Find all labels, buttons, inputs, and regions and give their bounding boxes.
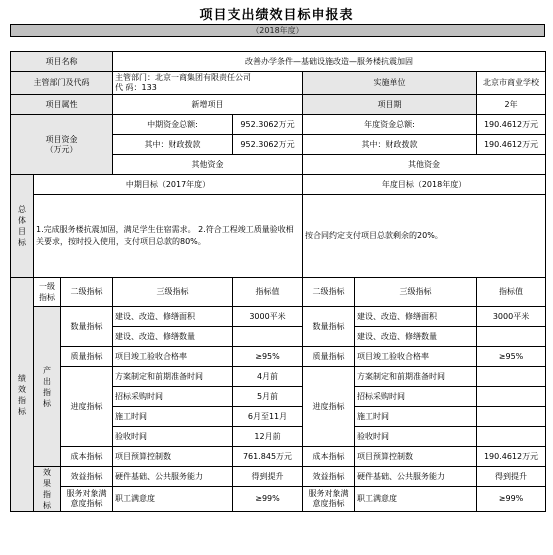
form-title: 项目支出绩效目标申报表 (199, 8, 354, 23)
year-l2-benefit: 效益指标 (303, 467, 355, 487)
year-note-bar (10, 24, 545, 37)
mid-l3: 招标采购时间 (113, 387, 233, 407)
mid-l3: 建设、改造、修缮面积 (113, 307, 233, 327)
year-fiscal-label: 其中：财政拨款 (303, 135, 477, 155)
performance-goal-table (10, 51, 546, 512)
dept-value-line2: 代 码：133 (115, 83, 157, 92)
year-l2-satisfaction: 服务对象满意度指标 (303, 487, 355, 512)
year-l2-quantity: 数量指标 (303, 307, 355, 347)
mid-fiscal-value: 952.3062万元 (233, 135, 303, 155)
mid-total-value: 952.3062万元 (233, 115, 303, 135)
col-level3-mid: 三级指标 (113, 278, 233, 307)
mid-value: 761.845万元 (233, 447, 303, 467)
year-value: 得到提升 (477, 467, 546, 487)
output-indicators-label: 产出指标 (34, 307, 61, 467)
mid-l3: 项目预算控制数 (113, 447, 233, 467)
impl-value: 北京市商业学校 (477, 72, 546, 95)
mid-value: 12月前 (233, 427, 303, 447)
mid-l2-quality: 质量指标 (61, 347, 113, 367)
project-name-label: 项目名称 (11, 52, 113, 72)
table-row (11, 367, 546, 387)
year-l3: 项目竣工验收合格率 (355, 347, 477, 367)
mid-value: 3000平米 (233, 307, 303, 327)
table-row (11, 487, 546, 512)
year-other-label: 其他资金 (303, 155, 546, 175)
perf-side-label: 绩效指标 (11, 278, 34, 512)
year-value: 3000平米 (477, 307, 546, 327)
mid-l3: 项目竣工验收合格率 (113, 347, 233, 367)
row-attr (11, 95, 546, 115)
mid-l3: 施工时间 (113, 407, 233, 427)
year-l3: 建设、改造、修缮面积 (355, 307, 477, 327)
funds-label-text: 项目资金 (45, 134, 78, 144)
year-fiscal-value: 190.4612万元 (477, 135, 546, 155)
year-value (477, 387, 546, 407)
project-name-value: 改善办学条件—基础设施改造—服务楼抗震加固 (113, 52, 546, 72)
mid-total-label: 中期资金总额: (113, 115, 233, 135)
col-level2-year: 二级指标 (303, 278, 355, 307)
mid-value: 得到提升 (233, 467, 303, 487)
row-goal-texts (11, 195, 546, 278)
period-value: 2年 (477, 95, 546, 115)
row-dept (11, 72, 546, 95)
mid-l3: 硬件基础、公共服务能力 (113, 467, 233, 487)
year-l3: 项目预算控制数 (355, 447, 477, 467)
funds-label (11, 115, 113, 175)
row-goal-headers (11, 175, 546, 195)
mid-value: 4月前 (233, 367, 303, 387)
year-value (477, 407, 546, 427)
year-goal-text: 按合同约定支付项目总款剩余的20%。 (303, 195, 546, 278)
mid-value: ≥99% (233, 487, 303, 512)
table-row (11, 307, 546, 327)
attr-value: 新增项目 (113, 95, 303, 115)
year-l3: 硬件基础、公共服务能力 (355, 467, 477, 487)
mid-l3: 方案制定和前期准备时间 (113, 367, 233, 387)
mid-goal-text: 1.完成服务楼抗震加固，满足学生住宿需求。 2.符合工程竣工质量验收相关要求，按时投入使用，支付项目总款的80%。 (34, 195, 303, 278)
row-funds-total (11, 115, 546, 135)
year-l3: 施工时间 (355, 407, 477, 427)
mid-l3: 职工满意度 (113, 487, 233, 512)
year-total-value: 190.4612万元 (477, 115, 546, 135)
mid-value (233, 327, 303, 347)
impl-label: 实施单位 (303, 72, 477, 95)
mid-l2-satisfaction: 服务对象满意度指标 (61, 487, 113, 512)
effect-indicators-label: 效果指标 (34, 467, 61, 512)
mid-value: 6月至11月 (233, 407, 303, 427)
year-value (477, 327, 546, 347)
year-l3: 验收时间 (355, 427, 477, 447)
mid-l3: 验收时间 (113, 427, 233, 447)
year-l3: 招标采购时间 (355, 387, 477, 407)
mid-other-label: 其他资金 (113, 155, 303, 175)
mid-l2-quantity: 数量指标 (61, 307, 113, 347)
year-l2-cost: 成本指标 (303, 447, 355, 467)
col-level2-mid: 二级指标 (61, 278, 113, 307)
year-l3: 职工满意度 (355, 487, 477, 512)
dept-value-line1: 主管部门：北京一商集团有限责任公司 (115, 73, 252, 82)
col-level1: 一级指标 (34, 278, 61, 307)
mid-fiscal-label: 其中：财政拨款 (113, 135, 233, 155)
year-l2-quality: 质量指标 (303, 347, 355, 367)
mid-goal-header: 中期目标（2017年度） (34, 175, 303, 195)
year-value (477, 427, 546, 447)
dept-value (113, 72, 303, 95)
year-value (477, 367, 546, 387)
dept-label: 主管部门及代码 (11, 72, 113, 95)
table-row (11, 447, 546, 467)
period-label: 项目期 (303, 95, 477, 115)
col-value-mid: 指标值 (233, 278, 303, 307)
mid-l2-benefit: 效益指标 (61, 467, 113, 487)
mid-value: 5月前 (233, 387, 303, 407)
mid-l3: 建设、改造、修缮数量 (113, 327, 233, 347)
year-value: 190.4612万元 (477, 447, 546, 467)
funds-unit-text: （万元） (45, 144, 78, 154)
col-value-year: 指标值 (477, 278, 546, 307)
mid-l2-cost: 成本指标 (61, 447, 113, 467)
attr-label: 项目属性 (11, 95, 113, 115)
year-l3: 建设、改造、修缮数量 (355, 327, 477, 347)
year-l3: 方案制定和前期准备时间 (355, 367, 477, 387)
goals-side-label: 总体目标 (11, 175, 34, 278)
row-project-name (11, 52, 546, 72)
year-total-label: 年度资金总额: (303, 115, 477, 135)
table-row (11, 347, 546, 367)
col-level3-year: 三级指标 (355, 278, 477, 307)
mid-value: ≥95% (233, 347, 303, 367)
year-value: ≥95% (477, 347, 546, 367)
table-row (11, 467, 546, 487)
year-value: ≥99% (477, 487, 546, 512)
row-perf-header (11, 278, 546, 307)
year-l2-progress: 进度指标 (303, 367, 355, 447)
year-goal-header: 年度目标（2018年度） (303, 175, 546, 195)
year-note: （2018年度） (251, 26, 304, 35)
mid-l2-progress: 进度指标 (61, 367, 113, 447)
